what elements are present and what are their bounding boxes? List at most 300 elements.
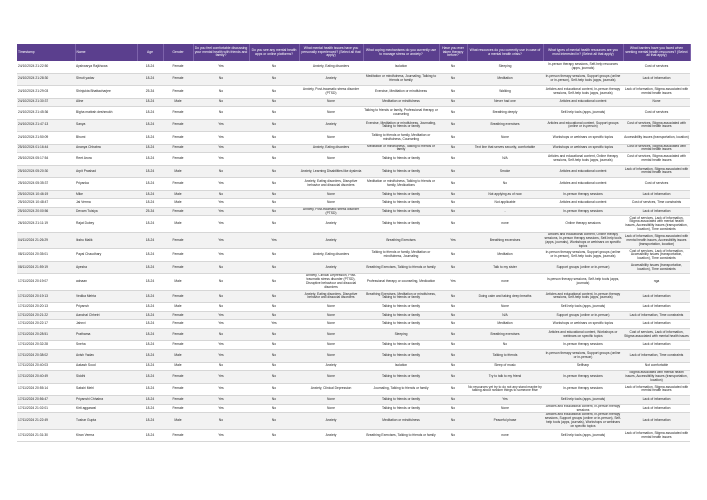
table-row: [17, 165, 690, 178]
table-cell: Yes: [193, 320, 249, 329]
table-cell: 18-24: [137, 383, 163, 396]
table-cell: Support groups (online or in-person): [543, 311, 623, 320]
table-cell: Not comfortable: [623, 362, 690, 371]
table-row: [17, 341, 690, 350]
table-cell: No: [439, 290, 467, 303]
table-cell: No: [249, 178, 299, 191]
table-cell: nga: [623, 274, 690, 290]
table-row: [17, 178, 690, 191]
table-cell: Articles and educational content: [543, 165, 623, 178]
table-cell: Ananya Chhabra: [75, 144, 137, 153]
table-cell: Text line that serves security, comfortable: [467, 144, 543, 153]
table-row: [17, 190, 690, 199]
table-cell: 18-24: [137, 396, 163, 405]
column-header: Gender: [163, 44, 193, 61]
table-cell: Isolation: [363, 61, 439, 73]
table-cell: none: [467, 429, 543, 442]
table-cell: Female: [163, 383, 193, 396]
table-row: [17, 207, 690, 216]
table-cell: Yes: [193, 216, 249, 233]
table-cell: Payal Chaudhary: [75, 249, 137, 262]
table-cell: Yes: [193, 311, 249, 320]
table-cell: Yes: [193, 341, 249, 350]
table-cell: No: [249, 207, 299, 216]
table-cell: 18-24: [137, 178, 163, 191]
table-cell: Female: [163, 341, 193, 350]
table-cell: Talking to friends or family: [363, 207, 439, 216]
table-cell: None: [299, 303, 363, 312]
table-cell: Yes: [193, 144, 249, 153]
table-cell: Cost of services, Stigma associated with mental health issues: [623, 153, 690, 166]
table-cell: 18-24: [137, 290, 163, 303]
table-cell: No: [249, 404, 299, 413]
table-cell: Exercise, Meditation or mindfulness, Journaling, Talking to friends or family: [363, 119, 439, 132]
table-cell: Anxiety: [299, 362, 363, 371]
table-cell: 24/10/2024 21:50:09: [17, 132, 75, 145]
table-cell: No: [249, 429, 299, 442]
table-cell: Male: [163, 98, 193, 107]
table-cell: Cost of services: [623, 61, 690, 73]
table-cell: Anxiety, Eating disorders: [299, 61, 363, 73]
table-cell: No: [439, 153, 467, 166]
table-cell: Articles and educational content, In-person therapy sessions, Self-help tools (apps, journals): [543, 290, 623, 303]
table-cell: None: [623, 98, 690, 107]
table-cell: No: [439, 61, 467, 73]
table-cell: 18-24: [137, 144, 163, 153]
table-cell: Sanya: [75, 119, 137, 132]
table-cell: No: [249, 396, 299, 405]
table-cell: Female: [163, 429, 193, 442]
table-cell: None: [467, 404, 543, 413]
table-cell: Yes: [249, 232, 299, 249]
table-cell: No: [249, 383, 299, 396]
table-cell: No: [249, 119, 299, 132]
table-cell: Sleeping: [363, 328, 439, 341]
table-cell: No: [249, 165, 299, 178]
table-cell: Lack of information, Stigma associated with mental health issues, Accessibility issues (transportation, location): [623, 232, 690, 249]
table-row: [17, 119, 690, 132]
table-cell: Sneha: [75, 341, 137, 350]
table-cell: Rajat Dubey: [75, 216, 137, 233]
table-cell: Yes: [193, 350, 249, 363]
table-cell: Try to talk to my friend: [467, 371, 543, 384]
table-cell: Female: [163, 290, 193, 303]
table-cell: Male: [163, 190, 193, 199]
table-cell: Female: [163, 153, 193, 166]
table-cell: 18-24: [137, 261, 163, 274]
column-header: What barriers have you faced when seeking mental health resources? (Select all that apply): [623, 44, 690, 61]
table-cell: 17/11/2024 20:20:13: [17, 303, 75, 312]
table-cell: 25/10/2024 01:16:44: [17, 144, 75, 153]
table-cell: No: [439, 371, 467, 384]
table-cell: Aanchal Chhetri: [75, 311, 137, 320]
table-cell: Talking to friends or family: [363, 404, 439, 413]
table-cell: Breathing exercises: [467, 119, 543, 132]
table-cell: No: [249, 362, 299, 371]
table-cell: 17/11/2024 20:22:17: [17, 320, 75, 329]
table-cell: 18-24: [137, 311, 163, 320]
table-cell: None: [299, 153, 363, 166]
table-cell: 17/11/2024 21:02:01: [17, 404, 75, 413]
header-row: [17, 44, 690, 61]
table-cell: Talking to friends or family: [363, 350, 439, 363]
table-cell: In-person therapy sessions: [543, 341, 623, 350]
table-cell: 18-24: [137, 413, 163, 430]
table-cell: No: [439, 216, 467, 233]
table-cell: No: [249, 303, 299, 312]
table-cell: Yes: [193, 249, 249, 262]
table-cell: Kirti aggarwal: [75, 404, 137, 413]
table-cell: Yes: [193, 178, 249, 191]
table-cell: Female: [163, 73, 193, 86]
table-row: [17, 86, 690, 99]
table-cell: 18-24: [137, 362, 163, 371]
table-cell: 18-24: [137, 190, 163, 199]
table-cell: No: [193, 303, 249, 312]
table-cell: Anxiety: [299, 73, 363, 86]
table-cell: No: [193, 73, 249, 86]
table-cell: Lack of information: [623, 207, 690, 216]
table-cell: Articles and educational content, Support groups (online or in-person): [543, 119, 623, 132]
table-cell: Articles and educational content, In-person therapy sessions, Self-help tools (apps, journals): [543, 86, 623, 99]
table-cell: 17/11/2024 20:32:28: [17, 341, 75, 350]
table-cell: none: [467, 216, 543, 233]
table-cell: No: [249, 61, 299, 73]
table-cell: Not applying as of now: [467, 190, 543, 199]
table-cell: Devam Tulsiya: [75, 207, 137, 216]
table-cell: Lack of information: [623, 413, 690, 430]
table-cell: Doing calm and taking deep breaths: [467, 290, 543, 303]
table-cell: Talking to friends or family: [363, 396, 439, 405]
table-row: [17, 383, 690, 396]
table-cell: No: [439, 190, 467, 199]
table-cell: 18-24: [137, 98, 163, 107]
table-cell: 24/10/2024 21:29:03: [17, 86, 75, 99]
table-cell: Yes: [467, 396, 543, 405]
table-cell: Prathama: [75, 328, 137, 341]
table-cell: 17/11/2024 20:21:22: [17, 311, 75, 320]
table-cell: Yes: [193, 232, 249, 249]
table-cell: Yes: [193, 383, 249, 396]
table-cell: Journaling, Talking to friends or family: [363, 383, 439, 396]
table-cell: Lack of information, Time constraints: [623, 311, 690, 320]
table-cell: Cost of services: [623, 107, 690, 120]
table-cell: 17/11/2024 21:22:49: [17, 413, 75, 430]
table-cell: No: [249, 290, 299, 303]
table-cell: Talking to friends: [467, 350, 543, 363]
table-cell: Yes: [193, 404, 249, 413]
table-cell: 18-24: [137, 404, 163, 413]
table-row: [17, 199, 690, 208]
table-cell: Female: [163, 178, 193, 191]
table-cell: No: [439, 178, 467, 191]
table-cell: Female: [163, 328, 193, 341]
table-cell: Cost of services, Lack of information, Stigma associated with mental health issues: [623, 328, 690, 341]
table-cell: Breathing Exercises, Meditation or mindfulness, Talking to friends or family: [363, 290, 439, 303]
table-cell: N/A: [467, 153, 543, 166]
table-cell: 17/11/2024 20:19:07: [17, 274, 75, 290]
table-cell: 18-24: [137, 274, 163, 290]
column-header: What types of mental health resources are you most interested in? (Select all that apply): [543, 44, 623, 61]
table-cell: No: [249, 261, 299, 274]
table-cell: Accessibility issues (transportation, location), Time constraints: [623, 261, 690, 274]
table-cell: Female: [163, 404, 193, 413]
table-cell: Breathing Exercises: [363, 232, 439, 249]
table-cell: None: [299, 371, 363, 384]
table-cell: Female: [163, 61, 193, 73]
table-cell: Talking to friends or family: [363, 165, 439, 178]
table-row: [17, 404, 690, 413]
table-cell: No: [193, 261, 249, 274]
table-cell: No: [439, 320, 467, 329]
table-cell: Sleeping: [467, 61, 543, 73]
table-cell: In-person therapy sessions: [543, 371, 623, 384]
table-cell: Lack of information: [623, 303, 690, 312]
table-cell: Jahnvi: [75, 320, 137, 329]
column-header: Do you feel comfortable discussing your mental health with friends and family?: [193, 44, 249, 61]
table-cell: Yes: [193, 153, 249, 166]
table-cell: No: [249, 86, 299, 99]
table-cell: No: [439, 413, 467, 430]
table-cell: 08/11/2024 20:35:01: [17, 249, 75, 262]
table-row: [17, 249, 690, 262]
table-cell: Selfharp: [543, 362, 623, 371]
table-cell: No: [439, 249, 467, 262]
table-cell: Aakash Sood: [75, 362, 137, 371]
table-cell: 18-24: [137, 371, 163, 384]
table-cell: In-person therapy sessions, Self-help resources (apps, journals): [543, 61, 623, 73]
table-cell: 25/10/2024 10:48:47: [17, 199, 75, 208]
table-cell: Priyansh: [75, 303, 137, 312]
table-row: [17, 274, 690, 290]
table-cell: 17/11/2024 20:56:47: [17, 396, 75, 405]
table-cell: Siddhi: [75, 371, 137, 384]
table-cell: none: [467, 274, 543, 290]
table-cell: 17/11/2024 20:40:49: [17, 371, 75, 384]
table-cell: No resources yet try to do not any stand maybe by talking about random things to someone else: [467, 383, 543, 396]
table-row: [17, 290, 690, 303]
table-cell: Meditation or mindfulness, Talking to friends or family, Medications: [363, 178, 439, 191]
table-row: [17, 132, 690, 145]
table-row: [17, 320, 690, 329]
table-cell: In-person therapy sessions: [543, 383, 623, 396]
table-cell: Anxiety, Eating disorders, Disruptive behavior and dissocial disorders: [299, 290, 363, 303]
table-cell: Talking to friends or family: [363, 320, 439, 329]
table-cell: Cost of services: [623, 178, 690, 191]
table-cell: No: [439, 396, 467, 405]
table-cell: Ayesha: [75, 261, 137, 274]
table-cell: 25/10/2024 05:35:37: [17, 178, 75, 191]
table-cell: Kiran Verma: [75, 429, 137, 442]
table-cell: Meditation: [467, 249, 543, 262]
table-cell: N/A: [467, 311, 543, 320]
table-cell: In-person therapy sessions, Support groups (online or in-person), Self-help tools (apps, journals): [543, 249, 623, 262]
table-cell: Lack of information, Stigma associated with mental health issues: [623, 86, 690, 99]
table-cell: Yes: [193, 61, 249, 73]
table-cell: Breathing exercises: [467, 328, 543, 341]
table-cell: Cost of services, Stigma associated with mental health issues: [623, 119, 690, 132]
table-cell: No: [439, 107, 467, 120]
table-row: [17, 311, 690, 320]
table-cell: Ikshu Malik: [75, 232, 137, 249]
table-cell: Lack of information: [623, 404, 690, 413]
table-cell: 26/10/2024 21:11:19: [17, 216, 75, 233]
table-cell: 24/10/2024 21:45:36: [17, 107, 75, 120]
table-cell: No: [193, 413, 249, 430]
survey-sheet: [17, 44, 690, 442]
table-cell: Female: [163, 132, 193, 145]
table-cell: None: [299, 320, 363, 329]
table-cell: Talking to friends or family: [363, 153, 439, 166]
table-cell: 04/11/2024 21:26:29: [17, 232, 75, 249]
table-cell: No: [439, 341, 467, 350]
table-cell: Aline: [75, 98, 137, 107]
table-cell: -: [467, 207, 543, 216]
table-cell: None: [299, 341, 363, 350]
table-cell: Never had one: [467, 98, 543, 107]
table-cell: Yes: [193, 371, 249, 384]
table-cell: Female: [163, 311, 193, 320]
table-cell: Meditation: [467, 73, 543, 86]
table-cell: Cost of services, Stigma associated with mental health issues: [623, 144, 690, 153]
table-cell: Male: [163, 199, 193, 208]
table-cell: Anxiety, Eating disorders: [299, 144, 363, 153]
table-cell: 17/11/2024 20:28:51: [17, 328, 75, 341]
table-cell: Female: [163, 207, 193, 216]
table-cell: adnaan: [75, 274, 137, 290]
table-cell: Cost of services, Time constraints: [623, 199, 690, 208]
table-cell: 18-24: [137, 232, 163, 249]
table-cell: Meditation or mindfulness: [363, 413, 439, 430]
table-cell: Not applicable: [467, 199, 543, 208]
table-cell: Breathing Exercises, Talking to friends or family: [363, 261, 439, 274]
table-cell: Priyanka: [75, 178, 137, 191]
table-cell: None: [299, 190, 363, 199]
column-header: Age: [137, 44, 163, 61]
table-cell: Male: [163, 165, 193, 178]
column-header: Do you see any mental health apps or online platforms?: [249, 44, 299, 61]
table-cell: Female: [163, 320, 193, 329]
table-cell: No: [439, 144, 467, 153]
table-cell: Talking to friends or family: [363, 341, 439, 350]
table-cell: None: [299, 350, 363, 363]
table-cell: Lack of information: [623, 290, 690, 303]
table-cell: Peaceful phase: [467, 413, 543, 430]
table-cell: No: [249, 132, 299, 145]
table-cell: Sleep of music: [467, 362, 543, 371]
table-cell: Self-help tools (apps, journals): [543, 396, 623, 405]
table-body: [17, 61, 690, 442]
table-cell: No: [439, 199, 467, 208]
table-cell: No: [439, 132, 467, 145]
table-row: [17, 73, 690, 86]
table-cell: Talking to friends or family: [363, 371, 439, 384]
table-cell: None: [299, 396, 363, 405]
table-cell: Meditation or mindfulness, Journaling, Talking to friends or family: [363, 73, 439, 86]
table-cell: Talking to friends or family: [363, 216, 439, 233]
table-cell: Shinjukta Bhattacharjee: [75, 86, 137, 99]
table-cell: Male: [163, 350, 193, 363]
table-cell: Anxiety: [299, 119, 363, 132]
table-cell: Stigma associated with mental health issues, Accessibility issues (transportation, location): [623, 371, 690, 384]
table-cell: Female: [163, 396, 193, 405]
table-cell: 18-24: [137, 119, 163, 132]
table-cell: Articles and educational content: [543, 199, 623, 208]
table-cell: Reet Arora: [75, 153, 137, 166]
table-cell: No: [439, 362, 467, 371]
table-cell: 18-24: [137, 165, 163, 178]
table-cell: None: [299, 404, 363, 413]
table-cell: In-person therapy sessions, Support groups (online or in-person): [543, 350, 623, 363]
table-cell: 18-24: [137, 341, 163, 350]
table-cell: Bigha matirah deshmukh: [75, 107, 137, 120]
table-cell: 24/10/2024 21:30:37: [17, 98, 75, 107]
table-cell: No: [439, 207, 467, 216]
table-cell: Mike: [75, 190, 137, 199]
table-cell: Lack of information: [623, 396, 690, 405]
table-cell: No: [249, 153, 299, 166]
table-cell: No: [439, 261, 467, 274]
table-cell: Anxiety, Learning Disabilities like dyslexia: [299, 165, 363, 178]
responses-table: [17, 44, 691, 442]
table-cell: Cost of services, Lack of information, Stigma associated with mental health issues, Accessibility issues (transportation, location), Time constraints: [623, 216, 690, 233]
table-cell: Anxiety: [299, 429, 363, 442]
table-cell: Lack of information, Stigma associated with mental health issues: [623, 429, 690, 442]
table-cell: Online therapy sessions: [543, 216, 623, 233]
table-cell: Exercise, Meditation or mindfulness: [363, 86, 439, 99]
table-cell: Articles and educational content, Workshops or webinars on specific topics: [543, 328, 623, 341]
table-cell: Support groups (online or in-person): [543, 261, 623, 274]
table-cell: Talking to friends or family: [363, 190, 439, 199]
table-cell: Self-help tools (apps, journals): [543, 303, 623, 312]
table-cell: Ayshwarya Rajkhowa: [75, 61, 137, 73]
table-row: [17, 153, 690, 166]
table-cell: In-person therapy sessions: [543, 190, 623, 199]
table-cell: Lack of information, Stigma associated with mental health issues: [623, 383, 690, 396]
table-cell: None: [467, 303, 543, 312]
table-cell: Talking to friends or family, Meditation or mindfulness, Counseling: [363, 132, 439, 145]
table-cell: Talking to friends or family, Meditation or mindfulness, Journaling: [363, 249, 439, 262]
table-cell: 18-24: [137, 153, 163, 166]
table-cell: No: [439, 429, 467, 442]
table-cell: 25-34: [137, 86, 163, 99]
table-cell: Female: [163, 119, 193, 132]
table-cell: No: [249, 328, 299, 341]
table-cell: Female: [163, 371, 193, 384]
table-cell: Articles and educational content: [543, 178, 623, 191]
table-cell: No: [249, 73, 299, 86]
table-cell: No: [249, 190, 299, 199]
column-header: Have you ever taken therapy before?: [439, 44, 467, 61]
table-cell: No: [439, 328, 467, 341]
table-cell: Meditation or mindfulness, Talking to friends or family: [363, 144, 439, 153]
table-cell: Accessibility issues (transportation, location): [623, 132, 690, 145]
table-cell: 17/11/2024 20:40:03: [17, 362, 75, 371]
column-header: What coping mechanisms do you currently use to manage stress or anxiety?: [363, 44, 439, 61]
table-cell: 08/11/2024 21:59:19: [17, 261, 75, 274]
table-cell: No: [249, 144, 299, 153]
table-cell: 18-24: [137, 303, 163, 312]
table-cell: No: [249, 98, 299, 107]
table-cell: Jai Verma: [75, 199, 137, 208]
table-cell: 18-24: [137, 320, 163, 329]
table-cell: No: [249, 311, 299, 320]
table-cell: 25/10/2024 05:20:30: [17, 165, 75, 178]
table-cell: Bhumi: [75, 132, 137, 145]
table-cell: None: [299, 132, 363, 145]
table-cell: No: [467, 341, 543, 350]
table-cell: None: [467, 132, 543, 145]
